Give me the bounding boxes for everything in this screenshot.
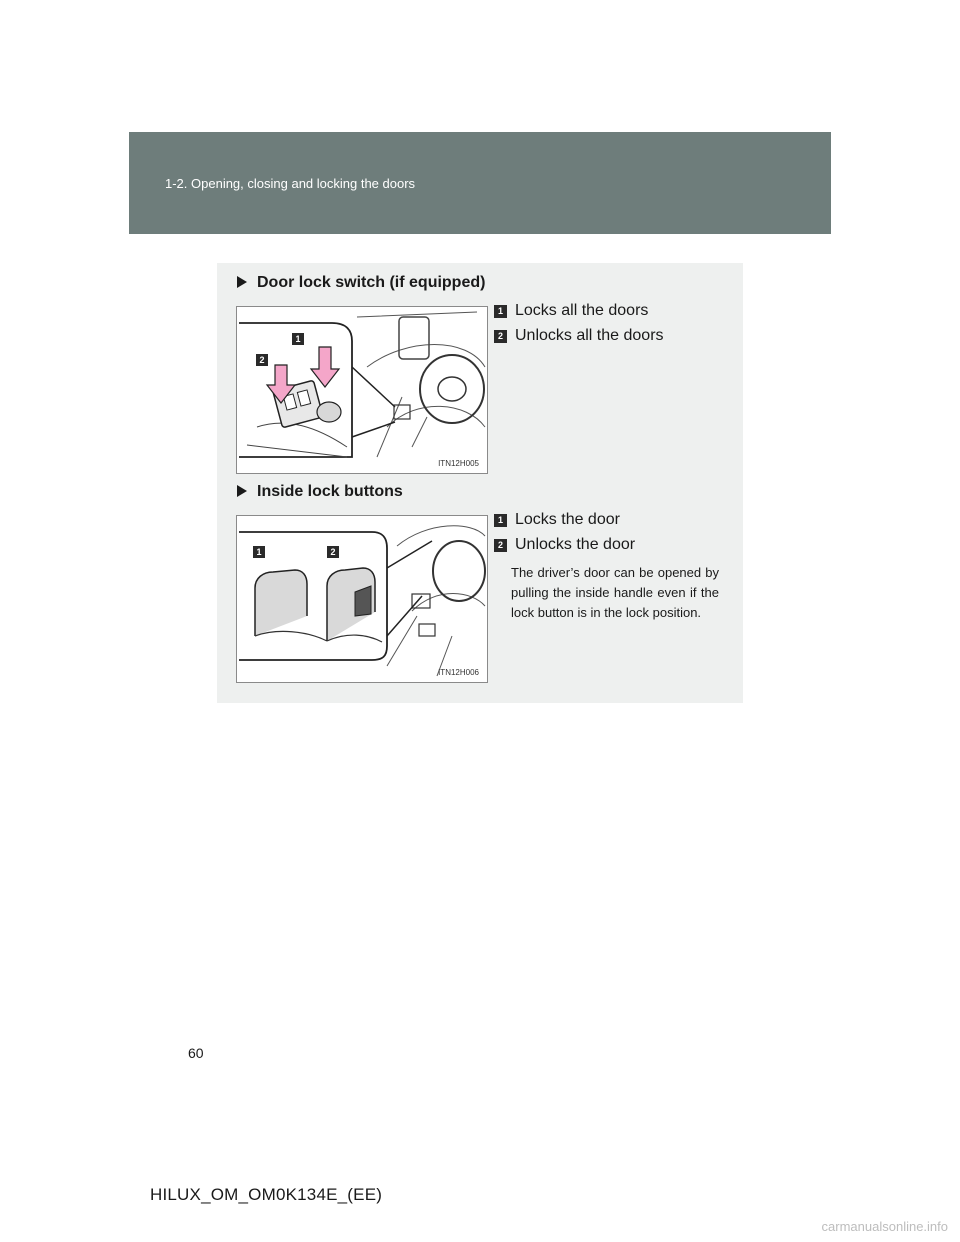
section-title-door-lock-switch	[237, 274, 485, 292]
legend-text: Unlocks the door	[515, 536, 636, 553]
legend-text: Locks the door	[515, 511, 620, 528]
number-one-icon: 1	[494, 305, 507, 318]
svg-text:1: 1	[295, 334, 301, 344]
watermark: carmanualsonline.info	[821, 1219, 948, 1234]
legend-text: Unlocks all the doors	[515, 327, 664, 344]
legend-item-unlock-door	[494, 536, 635, 554]
number-two-icon: 2	[494, 539, 507, 552]
triangle-bullet-icon	[237, 276, 247, 288]
legend-item-lock-door	[494, 511, 620, 529]
number-two-icon: 2	[494, 330, 507, 343]
number-one-icon: 1	[494, 514, 507, 527]
figure-door-lock-switch	[236, 306, 488, 474]
section-header-title: 1-2. Opening, closing and locking the doors	[165, 176, 416, 191]
legend-text: Locks all the doors	[515, 302, 649, 319]
svg-text:2: 2	[330, 547, 336, 557]
svg-text:2: 2	[259, 355, 265, 365]
figure-inside-lock-buttons	[236, 515, 488, 683]
info-panel	[217, 263, 743, 703]
svg-text:1: 1	[256, 547, 262, 557]
page-number: 60	[188, 1045, 204, 1061]
figure-code: ITN12H006	[438, 668, 479, 677]
driver-door-note: The driver’s door can be opened by pulling the inside handle even if the lock button is in the lock position.	[511, 565, 719, 620]
legend-item-lock-all	[494, 302, 648, 320]
triangle-bullet-icon	[237, 485, 247, 497]
door-lock-switch-illustration	[237, 307, 487, 473]
section-title-inside-lock-buttons	[237, 483, 403, 501]
legend-item-unlock-all	[494, 327, 664, 345]
inside-lock-buttons-illustration	[237, 516, 487, 682]
figure-code: ITN12H005	[438, 459, 479, 468]
section-header	[129, 132, 831, 234]
section-title-text: Door lock switch (if equipped)	[257, 274, 486, 291]
section-title-text: Inside lock buttons	[257, 483, 403, 500]
document-code: HILUX_OM_OM0K134E_(EE)	[150, 1185, 383, 1204]
